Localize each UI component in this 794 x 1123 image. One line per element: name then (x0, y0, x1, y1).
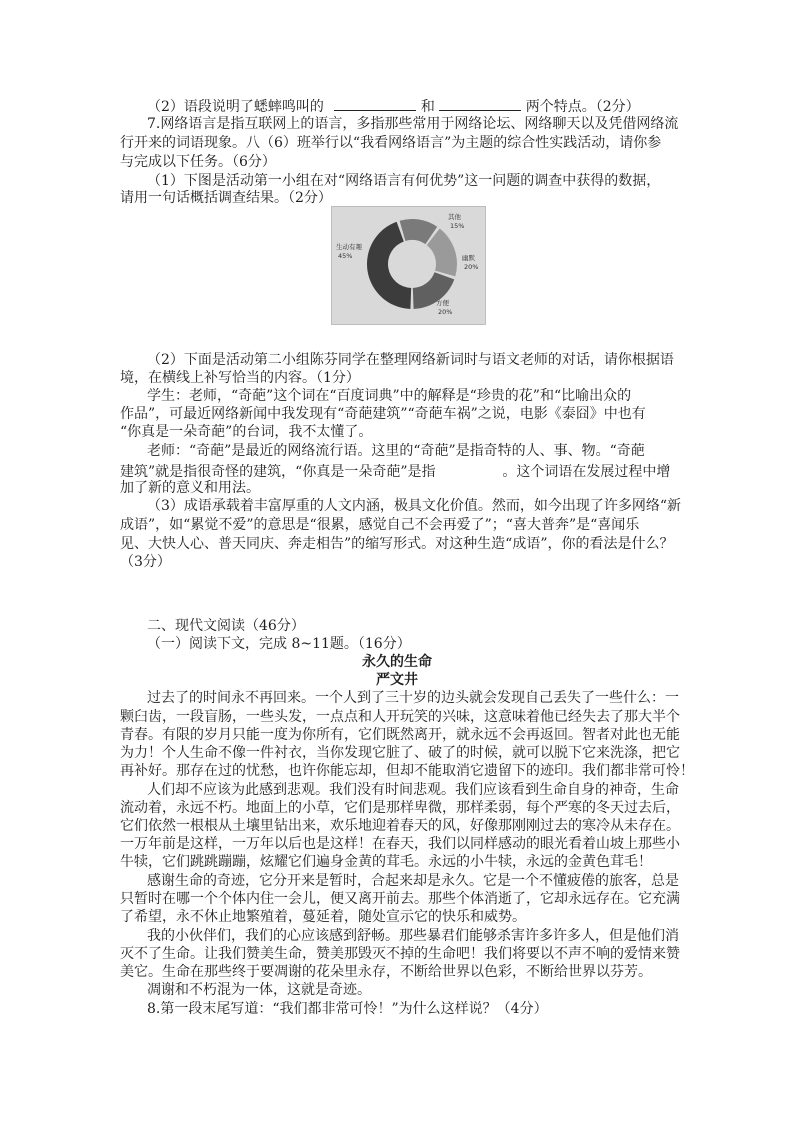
slice-value-label: 45% (338, 252, 353, 260)
article-line: 我的小伙伴们，我们的心应该感到舒畅。那些暴君们能够杀害许多许多人，但是他们消 (147, 928, 679, 944)
question-8: 8.第一段末尾写道：“我们都非常可怜！”为什么这样说？（4分） (147, 1001, 548, 1017)
q7-sub1-line-2: 请用一句话概括调查结果。（2分） (120, 190, 332, 206)
article-title: 永久的生命 (362, 654, 432, 670)
article-line: 人们却不应该为此感到悲观。我们没有时间悲观。我们应该看到生命自身的神奇，生命 (147, 782, 679, 798)
q6-part2-suffix: 两个特点。（2分） (525, 99, 640, 115)
q7-line-2: 行开来的词语现象。八（6）班举行以“我看网络语言”为主题的综合性实践活动，请你参 (120, 135, 662, 151)
q7-sub2-line-2: 境，在横线上补写恰当的内容。（1分） (120, 370, 360, 386)
q7-sub2-line-7 (120, 461, 670, 481)
article-line: 凋谢和不朽混为一体，这就是奇迹。 (147, 982, 371, 998)
q7-sub2-line-7-prefix: 建筑”就是指很奇怪的建筑，“你真是一朵奇葩”是指 (120, 464, 436, 480)
slice-value-label: 15% (450, 222, 465, 230)
article-line: 灭不了生命。让我们赞美生命，赞美那毁灭不掉的生命吧！我们将要以不声不响的爱情来赞 (120, 946, 680, 962)
q7-sub2-line-4: 作品”，可最近网络新闻中我发现有“奇葩建筑”“奇葩车祸”之说，电影《泰囧》中也有 (120, 406, 646, 422)
donut-chart (331, 206, 486, 325)
q7-sub2-line-8: 加了新的意义和用法。 (120, 480, 260, 496)
article-line: 再补好。那存在过的忧愁，也许你能忘却，但却不能取消它遗留下的迹印。我们都非常可怜！ (120, 763, 694, 779)
slice-name-label: 幽默 (462, 254, 475, 262)
answer-blank-2[interactable] (439, 96, 521, 111)
q7-sub2-line-1: （2）下面是活动第二小组陈芬同学在整理网络新词时与语文老师的对话，请你根据语 (147, 352, 674, 368)
q7-sub2-line-5: “你真是一朵奇葩”的台词，我不太懂了。 (120, 424, 373, 440)
q7-sub3-line-1: （3）成语承载着丰富厚重的人文内涵，极具文化价值。然而，如今出现了许多网络“新 (147, 498, 682, 514)
article-line: 牛犊，它们跳跳蹦蹦，炫耀它们遍身金黄的茸毛。永远的小牛犊，永远的金黄色茸毛！ (120, 854, 652, 870)
q7-sub3-line-4: （3分） (120, 554, 171, 570)
article-line: 颗臼齿，一段盲肠，一些头发，一点点和人开玩笑的兴味，这意味着他已经失去了那大半个 (120, 709, 680, 725)
article-line: 只暂时在哪一个个体内住一会儿，便又离开前去。那些个体消逝了，它却永远存在。它充满 (120, 891, 680, 907)
donut-slice-3 (427, 229, 457, 277)
slice-value-label: 20% (464, 263, 479, 271)
q7-sub2-line-6: 老师：“奇葩”是最近的网络流行语。这里的“奇葩”是指奇特的人、事、物。“奇葩 (147, 443, 645, 459)
q6-part2 (147, 96, 640, 116)
q7-sub3-line-3: 见、大快人心、普天同庆、奔走相告”的缩写形式。对这种生造“成语”，你的看法是什么？ (120, 536, 674, 552)
slice-name-label: 方便 (436, 299, 449, 307)
article-line: 青春。有限的岁月只能一度为你所有，它们既然离开，就永远不会再返回。智者对此也无能 (120, 727, 680, 743)
q7-sub1-line-1: （1）下图是活动第一小组在对“网络语言有何优势”这一问题的调查中获得的数据， (147, 173, 661, 189)
slice-name-label: 其他 (448, 213, 461, 221)
article-line: 一万年前是这样，一万年以后也是这样！在春天，我们以同样感动的眼光看着山坡上那些小 (120, 836, 680, 852)
q6-part2-prefix: （2）语段说明了蟋蟀鸣叫的 (147, 99, 324, 115)
q7-line-1: 7.网络语言是指互联网上的语言，多指那些常用于网络论坛、网络聊天以及凭借网络流 (147, 116, 679, 132)
q7-sub3-line-2: 成语”，如“累觉不爱”的意思是“很累，感觉自己不会再爱了”；“喜大普奔”是“喜闻乐 (120, 517, 640, 533)
article-author: 严文井 (376, 672, 418, 688)
reading-instruction: （一）阅读下文，完成 8~11题。（16分） (147, 636, 411, 652)
answer-blank-3[interactable] (440, 461, 498, 476)
article-line: 了希望，永不休止地繁殖着，蔓延着，随处宣示它的快乐和威势。 (120, 909, 526, 925)
donut-chart-svg (332, 207, 485, 324)
q7-sub2-line-7-suffix: 。这个词语在发展过程中增 (502, 464, 671, 480)
slice-value-label: 20% (438, 308, 453, 316)
q7-sub2-line-3: 学生：老师，“奇葩”这个词在“百度词典”中的解释是“珍贵的花”和“比喻出众的 (147, 388, 632, 404)
article-line: 感谢生命的奇迹，它分开来是暂时，合起来却是永久。它是一个不懂疲倦的旅客，总是 (147, 873, 679, 889)
answer-blank-1[interactable] (334, 96, 416, 111)
q7-line-3: 与完成以下任务。（6分） (120, 154, 276, 170)
article-line: 为力！个人生命不像一件衬衣，当你发现它脏了、破了的时候，就可以脱下它来洗涤，把它 (120, 745, 680, 761)
section-heading: 二、现代文阅读（46分） (147, 618, 305, 634)
article-line: 过去了的时间永不再回来。一个人到了三十岁的边头就会发现自己丢失了一些什么：一 (147, 690, 679, 706)
article-line: 它们依然一根根从土壤里钻出来，欢乐地迎着春天的风，好像那刚刚过去的寒冷从未存在。 (120, 818, 680, 834)
article-line: 美它。生命在那些终于要凋谢的花朵里永存，不断给世界以色彩，不断给世界以芬芳。 (120, 964, 652, 980)
q6-part2-and: 和 (420, 99, 435, 115)
article-line: 流动着，永远不朽。地面上的小草，它们是那样卑微，那样柔弱，每个严寒的冬天过去后， (120, 800, 680, 816)
slice-name-label: 生动有趣 (336, 243, 362, 251)
